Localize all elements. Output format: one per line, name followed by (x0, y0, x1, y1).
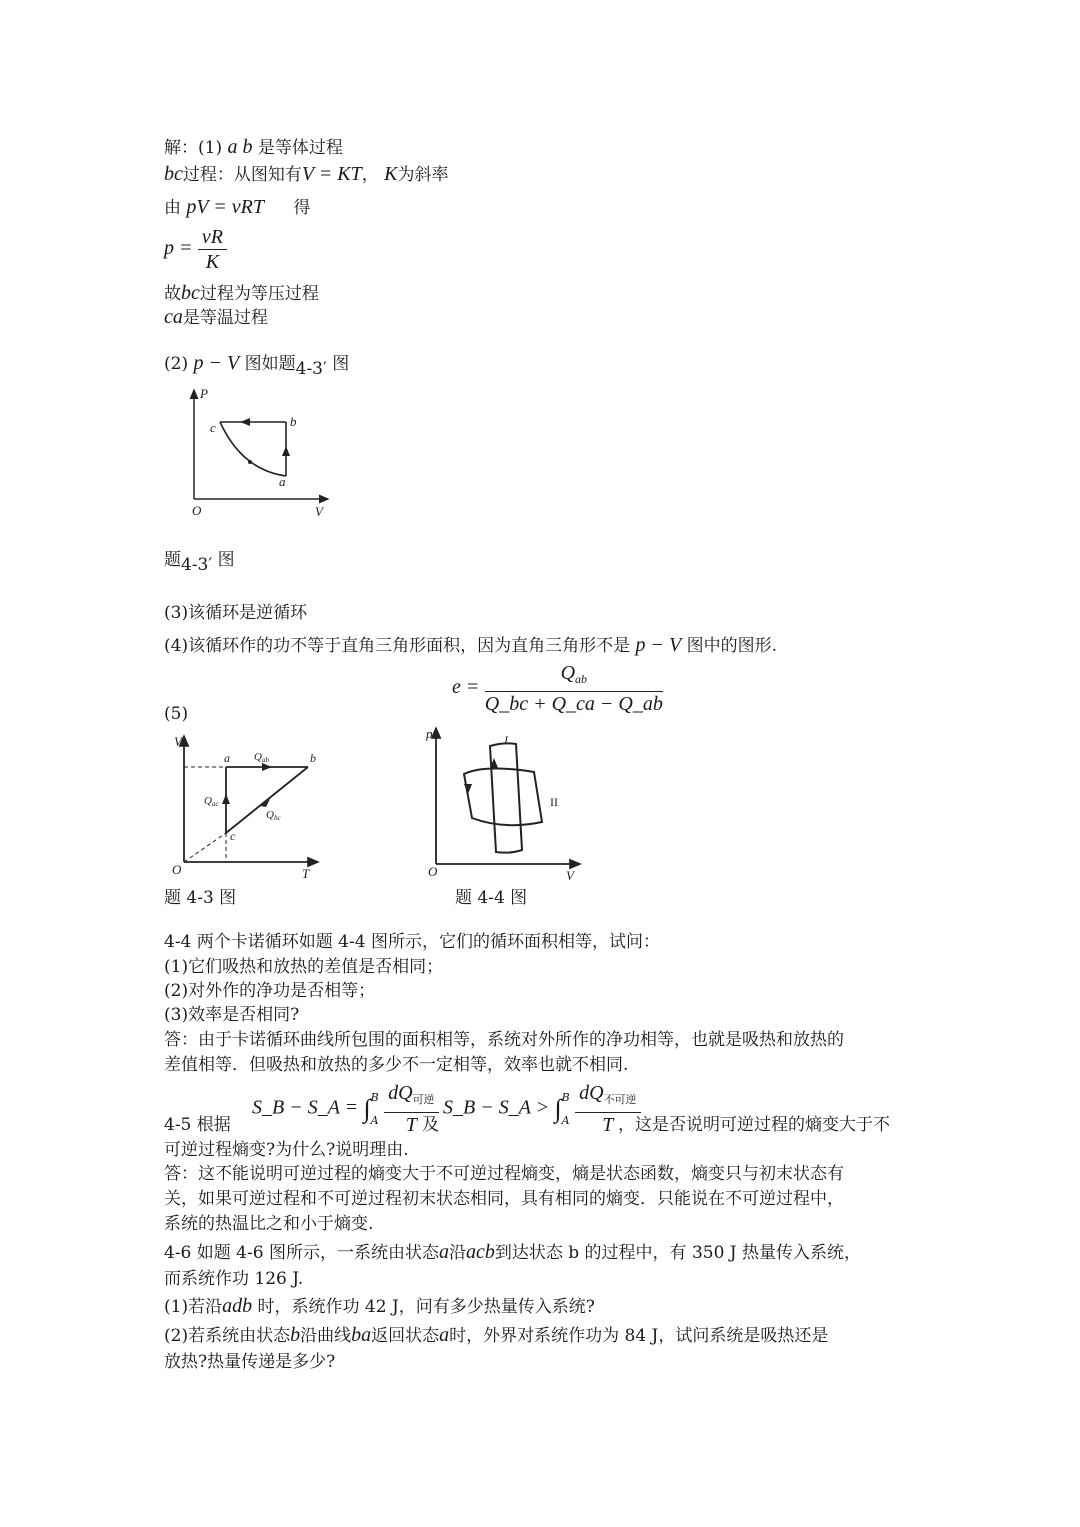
equation-efficiency (452, 662, 663, 715)
figure-caption-4-3-prime (164, 545, 235, 575)
arrow-ca (222, 794, 230, 804)
arrow-ca (248, 460, 252, 464)
solution-line-1 (164, 136, 343, 159)
text: 沿曲线 (300, 1326, 352, 1346)
text: 故 (164, 284, 181, 304)
math-ca: ca (164, 306, 183, 328)
arrow-ab (282, 446, 290, 456)
text: 图 (217, 550, 235, 570)
label-t: T (302, 866, 310, 881)
label-qbc: Qbc (266, 809, 281, 822)
label-qab: Qab (254, 751, 269, 764)
math-pv-nrt: pV = νRT (186, 196, 264, 218)
label-v: V (174, 734, 182, 749)
q46-line-5: 放热?热量传递是多少? (164, 1352, 336, 1372)
label-I: I (504, 733, 508, 747)
q45-equation-2 (443, 1082, 641, 1136)
label-v: V (315, 504, 323, 519)
text: 到达状态 b 的过程中，有 350 J 热量传入系统， (494, 1243, 862, 1263)
math-adb: adb (222, 1295, 253, 1317)
fraction-denominator: T (602, 1114, 614, 1136)
figure-ref: 4-3′ (181, 555, 213, 575)
fraction-numerator: νR (198, 226, 227, 250)
label-b: b (290, 414, 297, 429)
solution-line-10: (5) (164, 704, 189, 724)
figure-caption-4-4: 题 4-4 图 (455, 888, 528, 908)
text: 时，系统作功 42 J，问有多少热量传入系统? (257, 1297, 595, 1317)
q44-line-5: 答：由于卡诺循环曲线所包围的面积相等，系统对外所作的净功相等，也就是吸热和放热的 (164, 1030, 844, 1050)
solution-line-5 (164, 282, 319, 305)
text: (2)若系统由状态 (164, 1326, 291, 1346)
text: 图如题 (244, 354, 296, 374)
solution-line-9 (164, 634, 777, 657)
q45-line-4: 关，如果可逆过程和不可逆过程初末状态相同，具有相同的熵变．只能说在不可逆过程中， (164, 1189, 844, 1209)
fraction-numerator: $dQ_{不可逆}$ (575, 1082, 640, 1113)
math-ba: ba (351, 1324, 372, 1346)
text: 是等体过程 (257, 138, 343, 158)
q44-line-3: (2)对外作的净功是否相等； (164, 981, 376, 1001)
label-o: O (172, 862, 182, 877)
q45-equation-1 (252, 1082, 439, 1136)
label-o: O (428, 864, 438, 879)
math-a: a (438, 1241, 449, 1263)
fraction-denominator: K (205, 251, 220, 273)
figure-4-4 (424, 722, 594, 882)
math-p-v: p − V (193, 352, 240, 374)
math-ab: a b (227, 136, 253, 158)
q44-line-6: 差值相等．但吸热和放热的多少不一定相等，效率也就不相同. (164, 1055, 629, 1075)
dashed-origin (184, 833, 226, 862)
text: 由 (164, 198, 181, 218)
subscript: ab (575, 672, 588, 686)
q45-mid: 及 (422, 1115, 439, 1135)
q44-line-1: 4-4 两个卡诺循环如题 4-4 图所示，它们的循环面积相等，试问： (164, 932, 660, 952)
label-a: a (279, 474, 286, 489)
arrow-ab (262, 763, 272, 771)
cycle-I (490, 743, 522, 852)
q46-line-2: 而系统作功 126 J. (164, 1269, 304, 1289)
q46-line-4 (164, 1324, 828, 1347)
label-o: O (192, 503, 202, 518)
math-a: a (439, 1324, 450, 1346)
math-k: K (384, 163, 398, 185)
text: 沿 (448, 1243, 466, 1263)
fraction-efficiency (485, 662, 663, 715)
solution-line-3 (164, 196, 310, 219)
label-v: V (566, 868, 574, 883)
label-c: c (210, 420, 216, 435)
label-c: c (230, 829, 236, 843)
math-b: b (290, 1324, 301, 1346)
math-p-eq: p = (164, 237, 193, 259)
cycle-II (464, 768, 542, 825)
part-label: 解：(1) (164, 138, 223, 158)
integral-sign: ∫ (363, 1094, 371, 1123)
text: 返回状态 (371, 1326, 440, 1346)
arrow-bc (240, 418, 250, 426)
q45-line-3: 答：这不能说明可逆过程的熵变大于不可逆过程熵变，熵是状态函数，熵变只与初末状态有 (164, 1164, 844, 1184)
q44-line-4: (3)效率是否相同? (164, 1005, 300, 1025)
solution-eq-p (164, 226, 227, 273)
solution-line-2 (164, 163, 448, 186)
label-a: a (224, 751, 230, 765)
figure-caption-4-3: 题 4-3 图 (164, 888, 237, 908)
fraction-nr-k (198, 226, 227, 273)
integral-sign: ∫ (554, 1094, 562, 1123)
q46-line-3 (164, 1295, 595, 1318)
figure-4-3 (168, 730, 338, 880)
q45-prefix: 4-5 根据 (164, 1115, 231, 1135)
integral-limits: B A (561, 1091, 570, 1127)
fraction-denominator: T (405, 1114, 417, 1136)
arrow-cycle-II (464, 784, 472, 794)
fraction-denominator: Q_bc + Q_ca − Q_ab (484, 693, 663, 715)
integral-limits: B A (370, 1091, 379, 1127)
text: 图 (332, 354, 350, 374)
label-II: II (550, 795, 558, 809)
text: 图中的图形. (686, 636, 778, 656)
solution-line-6 (164, 306, 268, 329)
math-entropy-diff: S_B − S_A = (252, 1096, 359, 1119)
label-qac: Qac (204, 795, 219, 808)
q45-line-5: 系统的热温比之和小于熵变. (164, 1214, 374, 1234)
math-entropy-diff: S_B − S_A > (443, 1096, 550, 1119)
label-b: b (310, 751, 316, 765)
text: 时，外界对系统作功为 84 J，试问系统是吸热还是 (449, 1326, 829, 1346)
math-e-eq: e = (452, 676, 480, 698)
figure-ref: 4-3′ (295, 359, 327, 379)
text: 4-6 如题 4-6 图所示，一系统由状态 (164, 1243, 439, 1263)
text: (1)若沿 (164, 1297, 223, 1317)
fraction-numerator: $dQ_{可逆}$ (384, 1082, 438, 1113)
q46-line-1 (164, 1241, 861, 1264)
math-acb: acb (465, 1241, 495, 1263)
q: Q (560, 662, 576, 684)
text: 为斜率 (397, 165, 449, 185)
q45-suffix: ，这是否说明可逆过程的熵变大于不 (618, 1115, 890, 1135)
label-p: p (426, 726, 433, 741)
solution-line-7 (164, 352, 349, 380)
arrow-bc (260, 799, 270, 807)
text: 得 (293, 198, 311, 218)
q45-line-2: 可逆过程熵变?为什么?说明理由. (164, 1140, 409, 1160)
label-p: P (200, 386, 208, 401)
part-label: (2) (164, 354, 189, 374)
text: 是等温过程 (182, 308, 268, 328)
math-bc: bc (181, 282, 200, 304)
figure-4-3-prime (180, 382, 340, 522)
text: 过程为等压过程 (199, 284, 319, 304)
text: ， (361, 165, 379, 185)
fraction-numerator (485, 662, 663, 692)
solution-line-8: (3)该循环是逆循环 (164, 603, 308, 623)
line-bc (226, 767, 308, 833)
q44-line-2: (1)它们吸热和放热的差值是否相同； (164, 957, 444, 977)
curve-ca (220, 422, 286, 476)
text: 题 (164, 550, 181, 570)
math-v-kt: V = KT (301, 163, 362, 185)
text: 过程：从图知有 (182, 165, 302, 185)
math-p-v: p − V (635, 634, 682, 656)
math-bc: bc (164, 163, 183, 185)
text: (4)该循环作的功不等于直角三角形面积，因为直角三角形不是 (164, 636, 631, 656)
